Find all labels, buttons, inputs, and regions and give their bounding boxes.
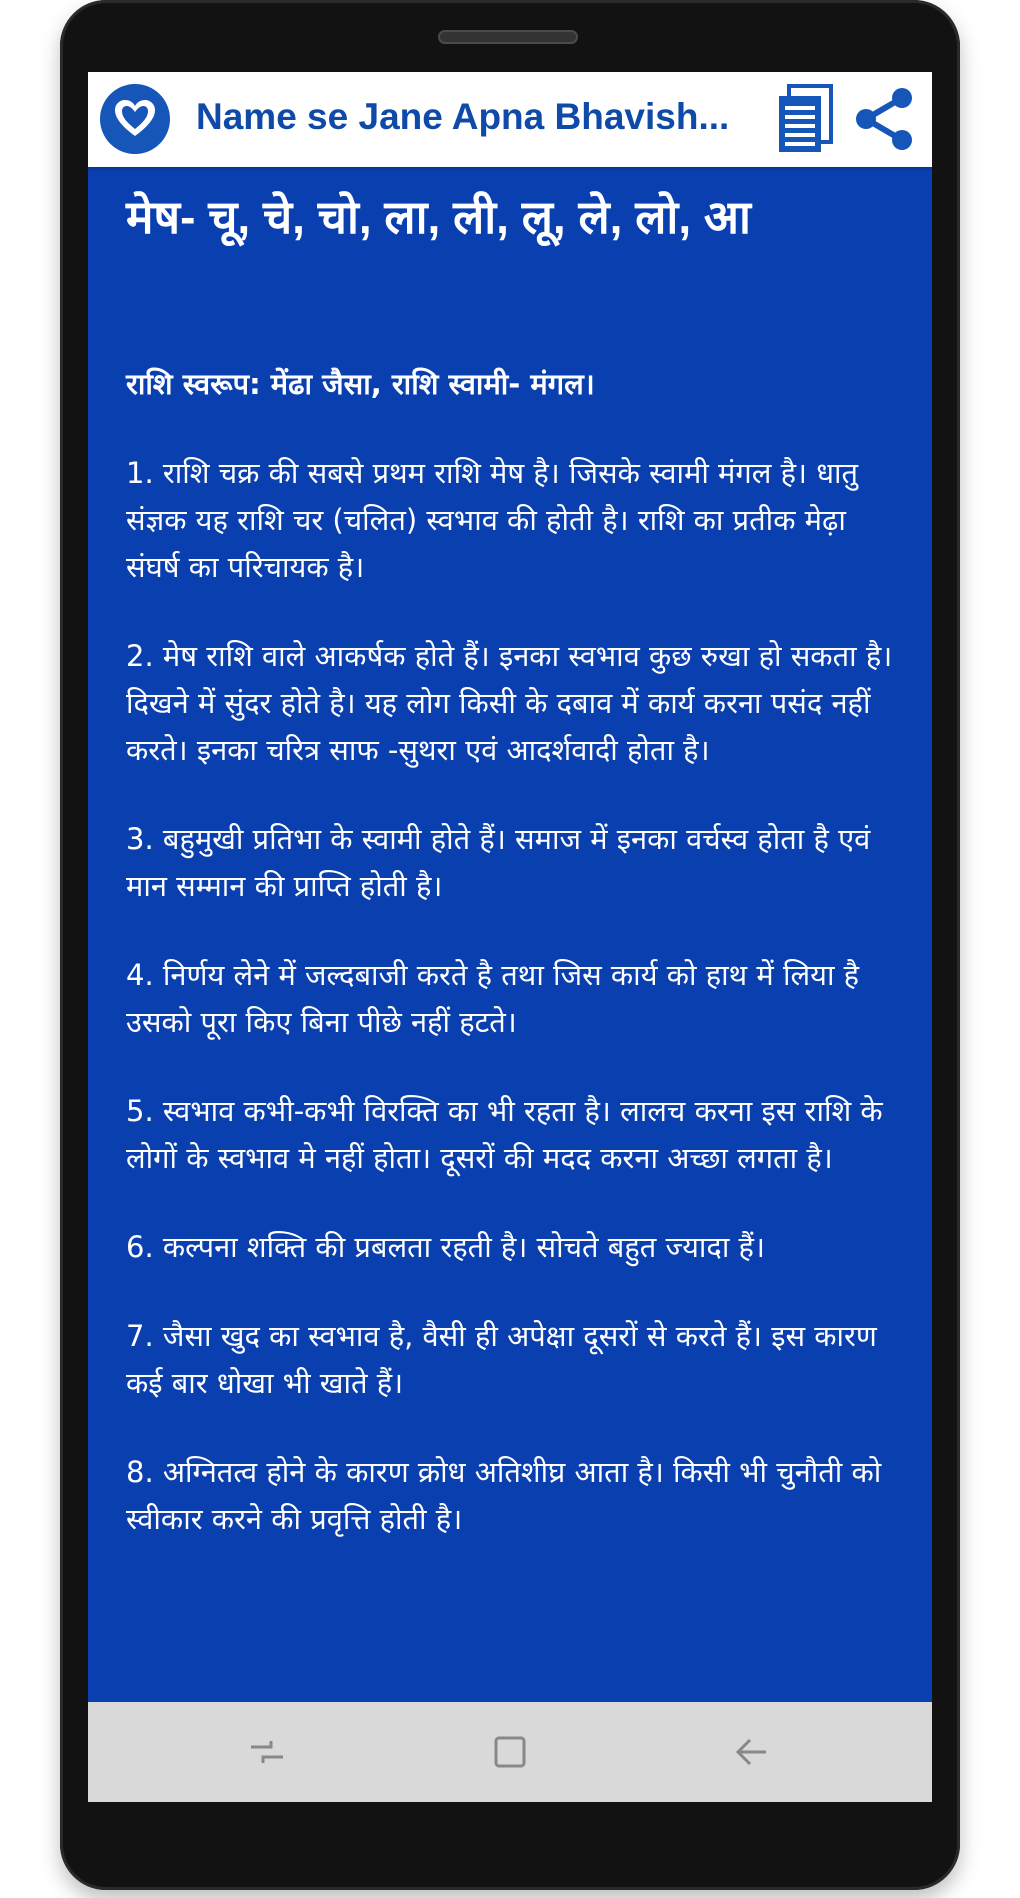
document-icon[interactable] <box>768 82 842 156</box>
phone-frame <box>60 0 960 1890</box>
app-title: Name se Jane Apna Bhavish... <box>196 96 730 137</box>
paragraph-8: 8. अग्नितत्व होने के कारण क्रोध अतिशीघ्र आता है। किसी भी चुनौती को स्वीकार करने की प्रवृत्ति होती है। <box>126 1455 882 1536</box>
rashi-heading: मेष- चू, चे, चो, ला, ली, लू, ले, लो, आ <box>126 191 751 243</box>
paragraph-4: 4. निर्णय लेने में जल्दबाजी करते है तथा जिस कार्य को हाथ में लिया है उसको पूरा किए बिना पीछे नहीं हटते। <box>126 958 860 1039</box>
paragraph-7: 7. जैसा खुद का स्वभाव है, वैसी ही अपेक्षा दूसरों से करते हैं। इस कारण कई बार धोखा भी खाते हैं। <box>126 1319 877 1400</box>
rashi-content <box>126 182 902 1543</box>
heart-icon[interactable] <box>100 84 170 154</box>
paragraph-6: 6. कल्पना शक्ति की प्रबलता रहती है। सोचते बहुत ज्यादा हैं। <box>126 1230 765 1264</box>
speaker-grille <box>438 30 578 44</box>
paragraph-1: 1. राशि चक्र की सबसे प्रथम राशि मेष है। जिसके स्वामी मंगल है। धातु संज्ञक यह राशि चर (चलित) स्वभाव की होती है। राशि का प्रतीक मेढ़ा संघर्ष का परिचायक है। <box>126 456 859 584</box>
system-nav-bar <box>88 1702 932 1802</box>
rashi-swaroop: राशि स्वरूप: मेंढा जैसा, राशि स्वामी- मंगल। <box>126 367 595 401</box>
back-icon[interactable] <box>730 1730 774 1774</box>
app-bar <box>88 72 932 167</box>
paragraph-5: 5. स्वभाव कभी-कभी विरक्ति का भी रहता है। लालच करना इस राशि के लोगों के स्वभाव मे नहीं होता। दूसरों की मदद करना अच्छा लगता है। <box>126 1094 883 1175</box>
paragraph-2: 2. मेष राशि वाले आकर्षक होते हैं। इनका स्वभाव कुछ रुखा हो सकता है। दिखने में सुंदर होते है। यह लोग किसी के दबाव में कार्य करना पसंद नहीं करते। इनका चरित्र साफ -सुथरा एवं आदर्शवादी होता है। <box>126 639 893 767</box>
screen <box>88 72 932 1802</box>
recents-icon[interactable] <box>245 1730 289 1774</box>
home-icon[interactable] <box>488 1730 532 1774</box>
paragraph-3: 3. बहुमुखी प्रतिभा के स्वामी होते हैं। समाज में इनका वर्चस्व होता है एवं मान सम्मान की प्राप्ति होती है। <box>126 822 871 903</box>
share-icon[interactable] <box>848 82 922 156</box>
